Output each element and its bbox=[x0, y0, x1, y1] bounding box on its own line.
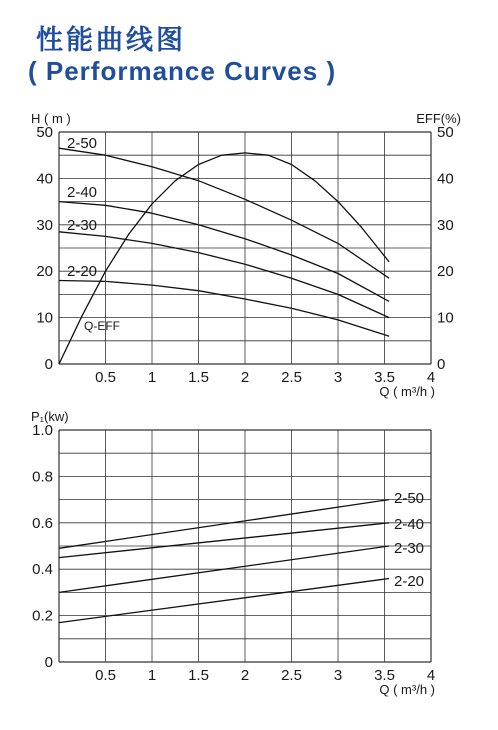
y-tick-label: 30 bbox=[36, 216, 53, 234]
y2-tick-label: 10 bbox=[437, 309, 454, 327]
x-tick-label: 3 bbox=[333, 667, 343, 684]
x-tick-label: 1 bbox=[147, 667, 157, 684]
y-axis-label: P₁(kw) bbox=[31, 409, 69, 424]
y-tick-label: 10 bbox=[36, 309, 53, 327]
x-tick-label: 2.5 bbox=[281, 369, 302, 386]
x-axis-label: Q ( m³/h ) bbox=[379, 682, 435, 697]
y-tick-label: 50 bbox=[36, 124, 53, 141]
series-label-2-30: 2-30 bbox=[394, 540, 425, 557]
x-tick-label: 2.5 bbox=[281, 667, 302, 684]
x-tick-label: 1 bbox=[147, 369, 157, 386]
y-tick-label: 40 bbox=[36, 170, 53, 188]
y-axis-label: H ( m ) bbox=[31, 111, 71, 126]
x-tick-label: 0.5 bbox=[95, 667, 116, 684]
series-label-2-30: 2-30 bbox=[67, 217, 98, 234]
y-tick-label: 0.6 bbox=[32, 514, 53, 532]
y-tick-label: 0 bbox=[44, 654, 53, 671]
series-label-2-50: 2-50 bbox=[394, 490, 425, 507]
y-tick-label: 0.8 bbox=[32, 468, 53, 486]
y2-tick-label: 50 bbox=[437, 124, 454, 141]
y2-tick-label: 40 bbox=[437, 170, 454, 188]
x-tick-label: 4 bbox=[426, 667, 436, 684]
series-label-2-20: 2-20 bbox=[394, 573, 425, 590]
series-label-2-40: 2-40 bbox=[67, 184, 98, 201]
series-label-2-50: 2-50 bbox=[67, 135, 98, 152]
x-tick-label: 0.5 bbox=[95, 369, 116, 386]
y2-tick-label: 0 bbox=[437, 356, 446, 373]
y-tick-label: 0.2 bbox=[32, 607, 53, 625]
x-tick-label: 3 bbox=[333, 369, 343, 386]
x-tick-label: 3.5 bbox=[374, 369, 395, 386]
x-axis-label: Q ( m³/h ) bbox=[379, 384, 435, 399]
x-tick-label: 1.5 bbox=[188, 369, 209, 386]
y-tick-label: 1.0 bbox=[32, 422, 53, 439]
series-label-2-20: 2-20 bbox=[67, 263, 98, 280]
series-label-2-40: 2-40 bbox=[394, 516, 425, 533]
series-line-2-40 bbox=[59, 202, 389, 302]
y-tick-label: 20 bbox=[36, 263, 53, 281]
x-tick-label: 4 bbox=[426, 369, 436, 386]
x-tick-label: 3.5 bbox=[374, 667, 395, 684]
x-tick-label: 2 bbox=[240, 667, 250, 684]
x-tick-label: 2 bbox=[240, 369, 250, 386]
title-en: ( Performance Curves ) bbox=[28, 56, 337, 86]
y2-axis-label: EFF(%) bbox=[416, 111, 461, 126]
series-line-2-50 bbox=[59, 500, 389, 549]
y-tick-label: 0 bbox=[44, 356, 53, 373]
y2-tick-label: 20 bbox=[437, 263, 454, 281]
series-label-q-eff: Q-EFF bbox=[84, 319, 120, 333]
title-cn: 性能曲线图 bbox=[36, 25, 186, 56]
y2-tick-label: 30 bbox=[437, 216, 454, 234]
y-tick-label: 0.4 bbox=[32, 561, 53, 579]
x-tick-label: 1.5 bbox=[188, 667, 209, 684]
